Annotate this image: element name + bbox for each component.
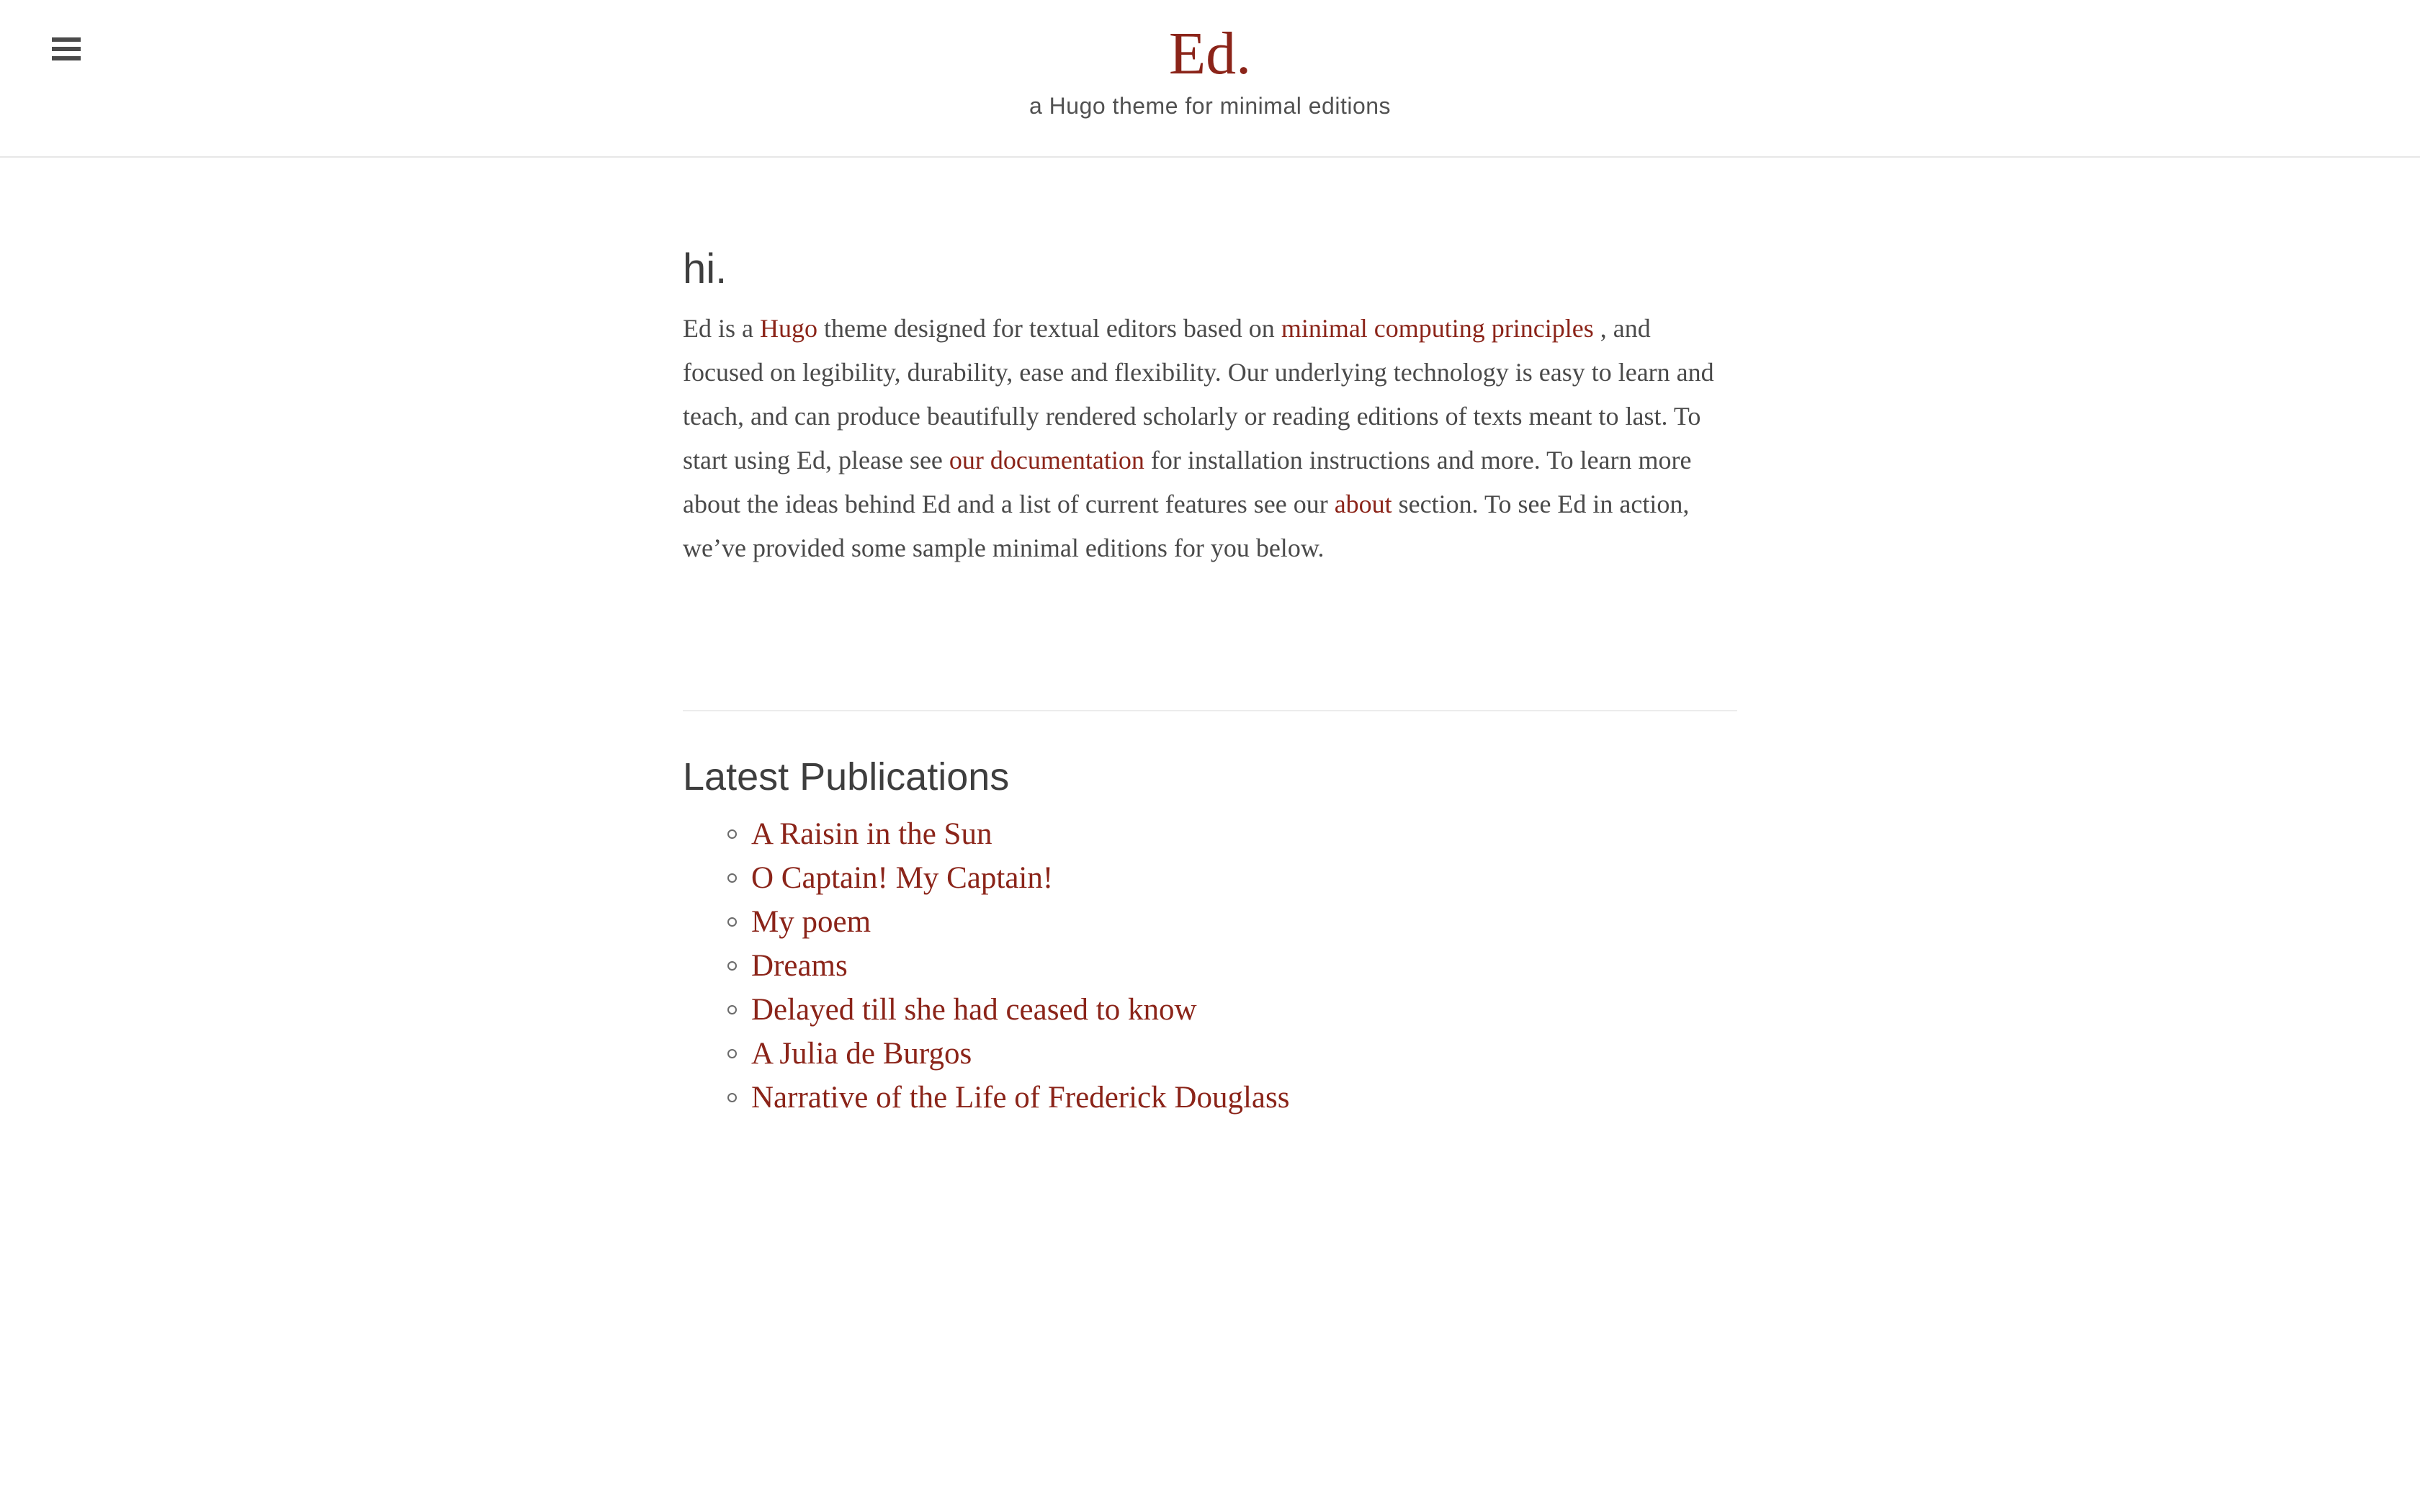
site-subtitle: a Hugo theme for minimal editions bbox=[1028, 93, 1392, 119]
link-about[interactable]: about bbox=[1334, 490, 1392, 518]
page-title: hi. bbox=[683, 246, 727, 292]
list-item bbox=[751, 812, 1737, 856]
list-item bbox=[751, 856, 1737, 900]
publications-list bbox=[683, 812, 1737, 1120]
intro-text: section. To see Ed in action, we’ve provided some sample minimal editions for you below. bbox=[683, 490, 1690, 562]
link-hugo[interactable]: Hugo bbox=[759, 314, 817, 343]
intro-paragraph bbox=[683, 307, 1737, 570]
publication-link[interactable]: A Raisin in the Sun bbox=[751, 817, 992, 851]
intro-text: theme designed for textual editors based on bbox=[817, 314, 1281, 343]
publication-link[interactable]: Dreams bbox=[751, 949, 848, 983]
publication-link[interactable]: Narrative of the Life of Frederick Douglass bbox=[751, 1081, 1290, 1115]
list-item bbox=[751, 900, 1737, 944]
publication-link[interactable]: Delayed till she had ceased to know bbox=[751, 993, 1197, 1027]
masthead bbox=[0, 0, 2420, 158]
list-item bbox=[751, 1032, 1737, 1076]
list-item bbox=[751, 1076, 1737, 1120]
menu-button[interactable] bbox=[52, 37, 81, 60]
publication-link[interactable]: My poem bbox=[751, 905, 871, 939]
publication-link[interactable]: A Julia de Burgos bbox=[751, 1037, 972, 1071]
publication-link[interactable]: O Captain! My Captain! bbox=[751, 861, 1054, 895]
list-item bbox=[751, 944, 1737, 988]
list-item bbox=[751, 988, 1737, 1032]
hamburger-icon bbox=[52, 37, 81, 60]
intro-text: Ed is a bbox=[683, 314, 760, 343]
intro-text: , and focused on legibility, durability, ease and flexibility. Our underlying technology is easy to learn and teach, and can produce beautifully rendered scholarly or reading editions of texts meant to last. To start using Ed, please see bbox=[683, 314, 1714, 474]
intro-text: for installation instructions and more. To learn more about the ideas behind Ed and a list of current features see our bbox=[683, 446, 1692, 518]
section-divider bbox=[683, 710, 1737, 711]
main-content bbox=[683, 158, 1737, 1120]
link-minimal-computing-principles[interactable]: minimal computing principles bbox=[1281, 314, 1594, 343]
link-our-documentation[interactable]: our documentation bbox=[949, 446, 1144, 474]
publications-heading: Latest Publications bbox=[683, 755, 1010, 798]
site-title[interactable]: Ed. bbox=[1168, 20, 1252, 87]
